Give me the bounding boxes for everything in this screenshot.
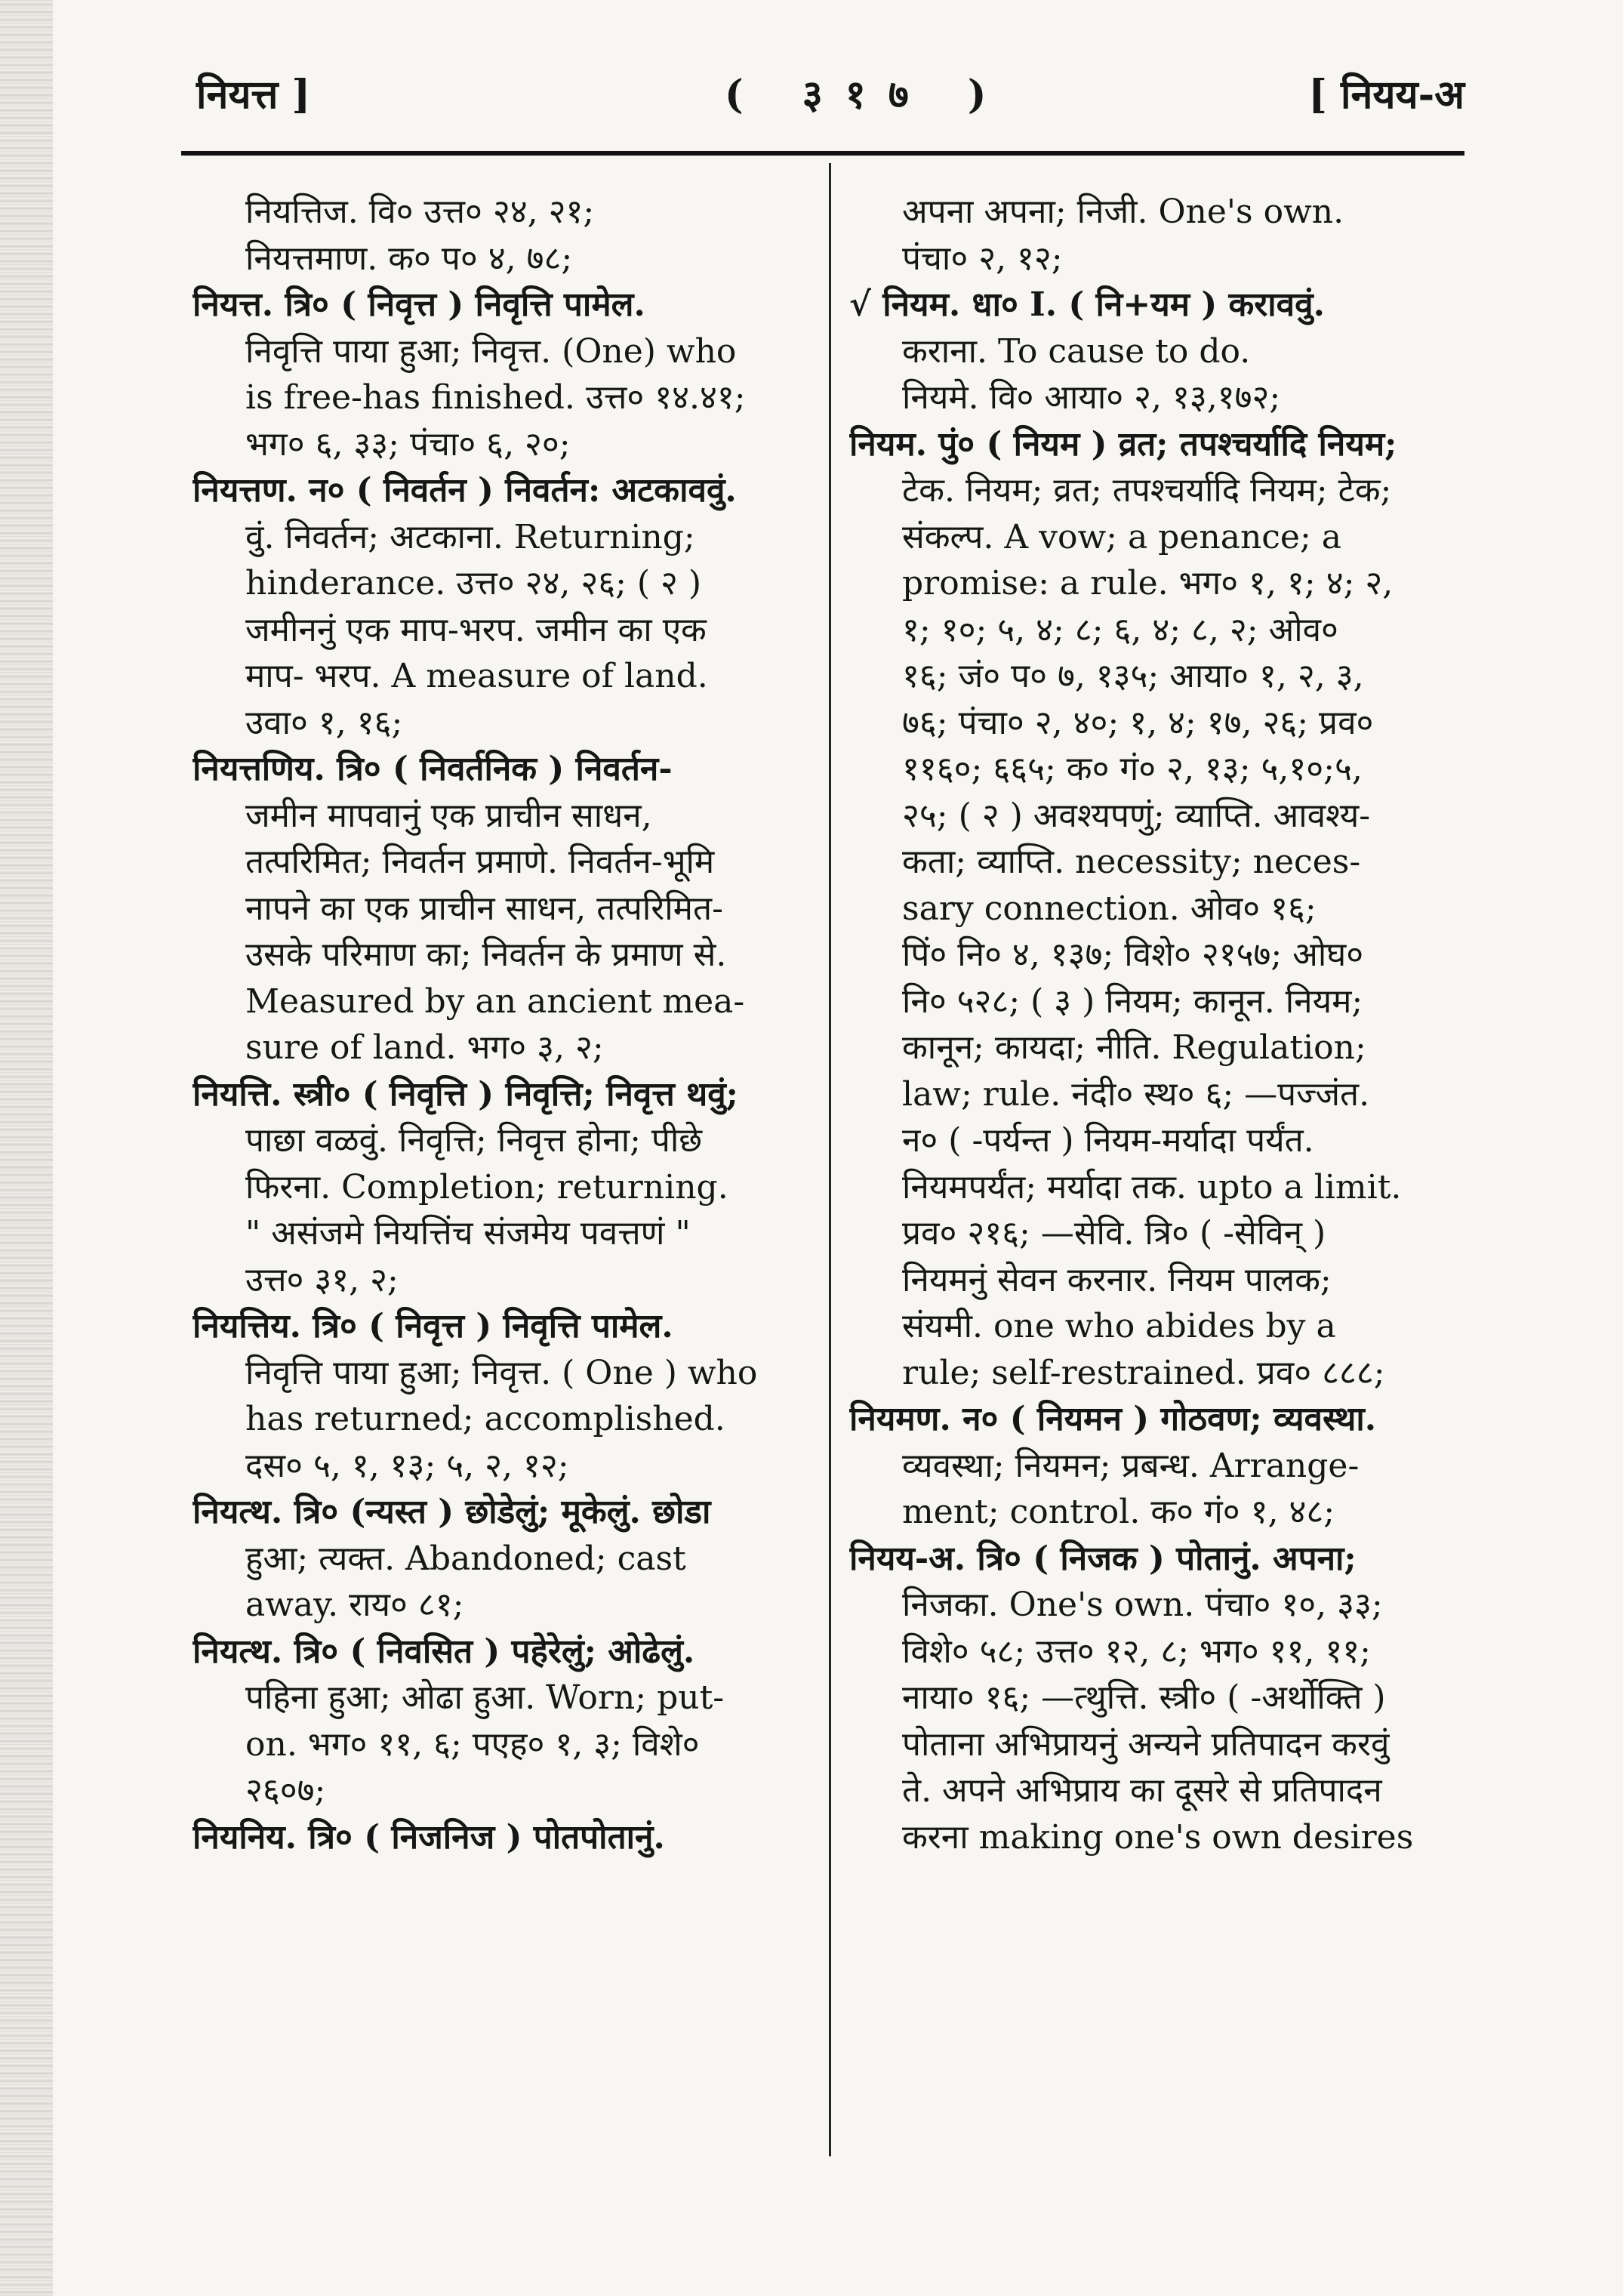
entry-headword-line: नियनिय. त्रि० ( निजनिज ) पोतपोतानुं. bbox=[192, 1817, 665, 1857]
entry-text-line: पोताना अभिप्रायनुं अन्यने प्रतिपादन करवुं bbox=[902, 1724, 1390, 1764]
entry-text-line: नि० ५२८; ( ३ ) नियम; कानून. नियम; bbox=[902, 982, 1363, 1021]
entry-text-line: ment; control. क० गं० १, ४८; bbox=[902, 1493, 1335, 1531]
entry-text-line: प्रव० २१६; —सेवि. त्रि० ( -सेविन् ) bbox=[902, 1214, 1326, 1253]
entry-text-line: २६०७; bbox=[245, 1771, 326, 1810]
page-header bbox=[181, 66, 1464, 119]
entry-text-line: वुं. निवर्तन; अटकाना. Returning; bbox=[245, 517, 695, 556]
entry-text-line: नियमनुं सेवन करनार. नियम पालक; bbox=[902, 1260, 1332, 1299]
entry-headword-line: √ नियम. धा० I. ( नि+यम ) कराववुं. bbox=[849, 285, 1325, 324]
entry-text-line: उवा० १, १६; bbox=[245, 703, 403, 742]
entry-text-line: अपना अपना; निजी. One's own. bbox=[902, 193, 1344, 231]
entry-text-line: पहिना हुआ; ओढा हुआ. Worn; put- bbox=[245, 1678, 725, 1717]
entry-text-line: ११६०; ६६५; क० गं० २, १३; ५,१०;५, bbox=[902, 750, 1363, 788]
entry-text-line: " असंजमे नियत्तिंच संजमेय पवत्तणं " bbox=[245, 1214, 691, 1253]
entry-text-line: टेक. नियम; व्रत; तपश्चर्यादि नियम; टेक; bbox=[902, 471, 1392, 510]
entry-text-line: Measured by an ancient mea- bbox=[245, 982, 745, 1021]
left-column bbox=[192, 189, 796, 1860]
entry-text-line: संयमी. one who abides by a bbox=[902, 1307, 1336, 1345]
entry-text-line: hinderance. उत्त० २४, २६; ( २ ) bbox=[245, 564, 702, 603]
entry-headword-line: नियत्तणिय. त्रि० ( निवर्तनिक ) निवर्तन- bbox=[192, 750, 673, 788]
entry-text-line: पंचा० २, १२; bbox=[902, 239, 1063, 278]
entry-text-line: विशे० ५८; उत्त० १२, ८; भग० ११, ११; bbox=[902, 1632, 1371, 1671]
entry-text-line: कता; व्याप्ति. necessity; neces- bbox=[902, 843, 1361, 881]
entry-headword-line: नियत्तिय. त्रि० ( निवृत्त ) निवृत्ति पामेल. bbox=[192, 1307, 673, 1345]
entry-text-line: rule; self-restrained. प्रव० ८८८; bbox=[902, 1353, 1385, 1392]
entry-text-line: जमीन मापवानुं एक प्राचीन साधन, bbox=[245, 796, 652, 835]
running-head-left: नियत्त ] bbox=[196, 72, 311, 118]
entry-text-line: संकल्प. A vow; a penance; a bbox=[902, 517, 1342, 556]
entry-text-line: २५; ( २ ) अवश्यपणुं; व्याप्ति. आवश्य- bbox=[902, 796, 1371, 835]
entry-text-line: is free-has finished. उत्त० १४.४१; bbox=[245, 378, 746, 417]
entry-text-line: law; rule. नंदी० स्थ० ६; —पज्जंत. bbox=[902, 1074, 1370, 1114]
entry-text-line: जमीननुं एक माप-भरप. जमीन का एक bbox=[245, 610, 707, 649]
entry-text-line: पाछा वळवुं. निवृत्ति; निवृत्त होना; पीछे bbox=[245, 1121, 703, 1160]
entry-text-line: उसके परिमाण का; निवर्तन के प्रमाण से. bbox=[245, 935, 727, 974]
entry-headword-line: नियम. पुं० ( नियम ) व्रत; तपश्चर्यादि नियम; bbox=[849, 424, 1397, 464]
entry-text-line: कराना. To cause to do. bbox=[902, 331, 1251, 371]
entry-text-line: promise: a rule. भग० १, १; ४; २, bbox=[902, 564, 1394, 603]
entry-text-line: १६; जं० प० ७, १३५; आया० १, २, ३, bbox=[902, 657, 1364, 695]
entry-text-line: फिरना. Completion; returning. bbox=[245, 1167, 728, 1207]
entry-headword-line: नियमण. न० ( नियमन ) गोठवण; व्यवस्था. bbox=[849, 1400, 1377, 1438]
entry-text-line: न० ( -पर्यन्त ) नियम-मर्यादा पर्यंत. bbox=[902, 1121, 1314, 1160]
entry-text-line: दस० ५, १, १३; ५, २, १२; bbox=[245, 1446, 569, 1485]
page-binding-edge bbox=[0, 0, 53, 2296]
running-head-right: [ नियय-अ bbox=[1308, 72, 1464, 118]
entry-text-line: निजका. One's own. पंचा० १०, ३३; bbox=[902, 1586, 1383, 1624]
entry-headword-line: नियय-अ. त्रि० ( निजक ) पोतानुं. अपना; bbox=[849, 1539, 1357, 1578]
entry-headword-line: नियत्त. त्रि० ( निवृत्त ) निवृत्ति पामेल. bbox=[192, 285, 645, 324]
entry-text-line: निवृत्ति पाया हुआ; निवृत्त. (One) who bbox=[245, 331, 737, 371]
entry-headword-line: नियत्थ. त्रि० (न्यस्त ) छोडेलुं; मूकेलुं. छोडा bbox=[192, 1493, 711, 1531]
entry-text-line: ७६; पंचा० २, ४०; १, ४; १७, २६; प्रव० bbox=[902, 703, 1374, 742]
entry-text-line: sary connection. ओव० १६; bbox=[902, 889, 1317, 928]
header-rule bbox=[181, 151, 1464, 156]
entry-text-line: उत्त० ३१, २; bbox=[245, 1260, 399, 1299]
entry-text-line: भग० ६, ३३; पंचा० ६, २०; bbox=[245, 424, 571, 464]
entry-text-line: तत्परिमित; निवर्तन प्रमाणे. निवर्तन-भूमि bbox=[245, 843, 715, 881]
entry-text-line: निवृत्ति पाया हुआ; निवृत्त. ( One ) who bbox=[245, 1353, 758, 1392]
entry-headword-line: नियत्ति. स्त्री० ( निवृत्ति ) निवृत्ति; निवृत्त थवुं; bbox=[192, 1074, 738, 1114]
entry-text-line: has returned; accomplished. bbox=[245, 1400, 725, 1438]
entry-text-line: व्यवस्था; नियमन; प्रबन्ध. Arrange- bbox=[902, 1446, 1360, 1485]
entry-text-line: नापने का एक प्राचीन साधन, तत्परिमित- bbox=[245, 889, 723, 928]
entry-text-line: ते. अपने अभिप्राय का दूसरे से प्रतिपादन bbox=[902, 1771, 1382, 1810]
entry-text-line: नियत्तिज. वि० उत्त० २४, २१; bbox=[245, 193, 595, 231]
entry-headword-line: नियत्थ. त्रि० ( निवसित ) पहेरेलुं; ओढेलुं. bbox=[192, 1632, 695, 1671]
entry-text-line: नियमपर्यंत; मर्यादा तक. upto a limit. bbox=[902, 1167, 1402, 1207]
entry-text-line: १; १०; ५, ४; ८; ६, ४; ८, २; ओव० bbox=[902, 610, 1338, 649]
entry-text-line: कानून; कायदा; नीति. Regulation; bbox=[902, 1028, 1366, 1067]
entry-headword-line: नियत्तण. न० ( निवर्तन ) निवर्तन: अटकाववुं. bbox=[192, 471, 737, 510]
entry-text-line: पिं० नि० ४, १३७; विशे० २१५७; ओघ० bbox=[902, 935, 1364, 974]
entry-text-line: नाया० १६; —त्थुत्ति. स्त्री० ( -अर्थोक्ति ) bbox=[902, 1678, 1386, 1717]
entry-text-line: on. भग० ११, ६; पएह० १, ३; विशे० bbox=[245, 1724, 700, 1764]
column-divider bbox=[829, 163, 831, 2156]
entry-text-line: नियमे. वि० आया० २, १३,१७२; bbox=[902, 378, 1281, 417]
entry-text-line: माप- भरप. A measure of land. bbox=[245, 657, 708, 695]
entry-text-line: करना making one's own desires bbox=[902, 1817, 1414, 1857]
entry-text-line: away. राय० ८१; bbox=[245, 1586, 464, 1624]
entry-text-line: हुआ; त्यक्त. Abandoned; cast bbox=[245, 1539, 686, 1578]
right-column bbox=[849, 189, 1476, 1860]
entry-text-line: sure of land. भग० ३, २; bbox=[245, 1028, 604, 1067]
entry-text-line: नियत्तमाण. क० प० ४, ७८; bbox=[245, 239, 573, 278]
page-number: ( ३१७ ) bbox=[725, 72, 1009, 118]
